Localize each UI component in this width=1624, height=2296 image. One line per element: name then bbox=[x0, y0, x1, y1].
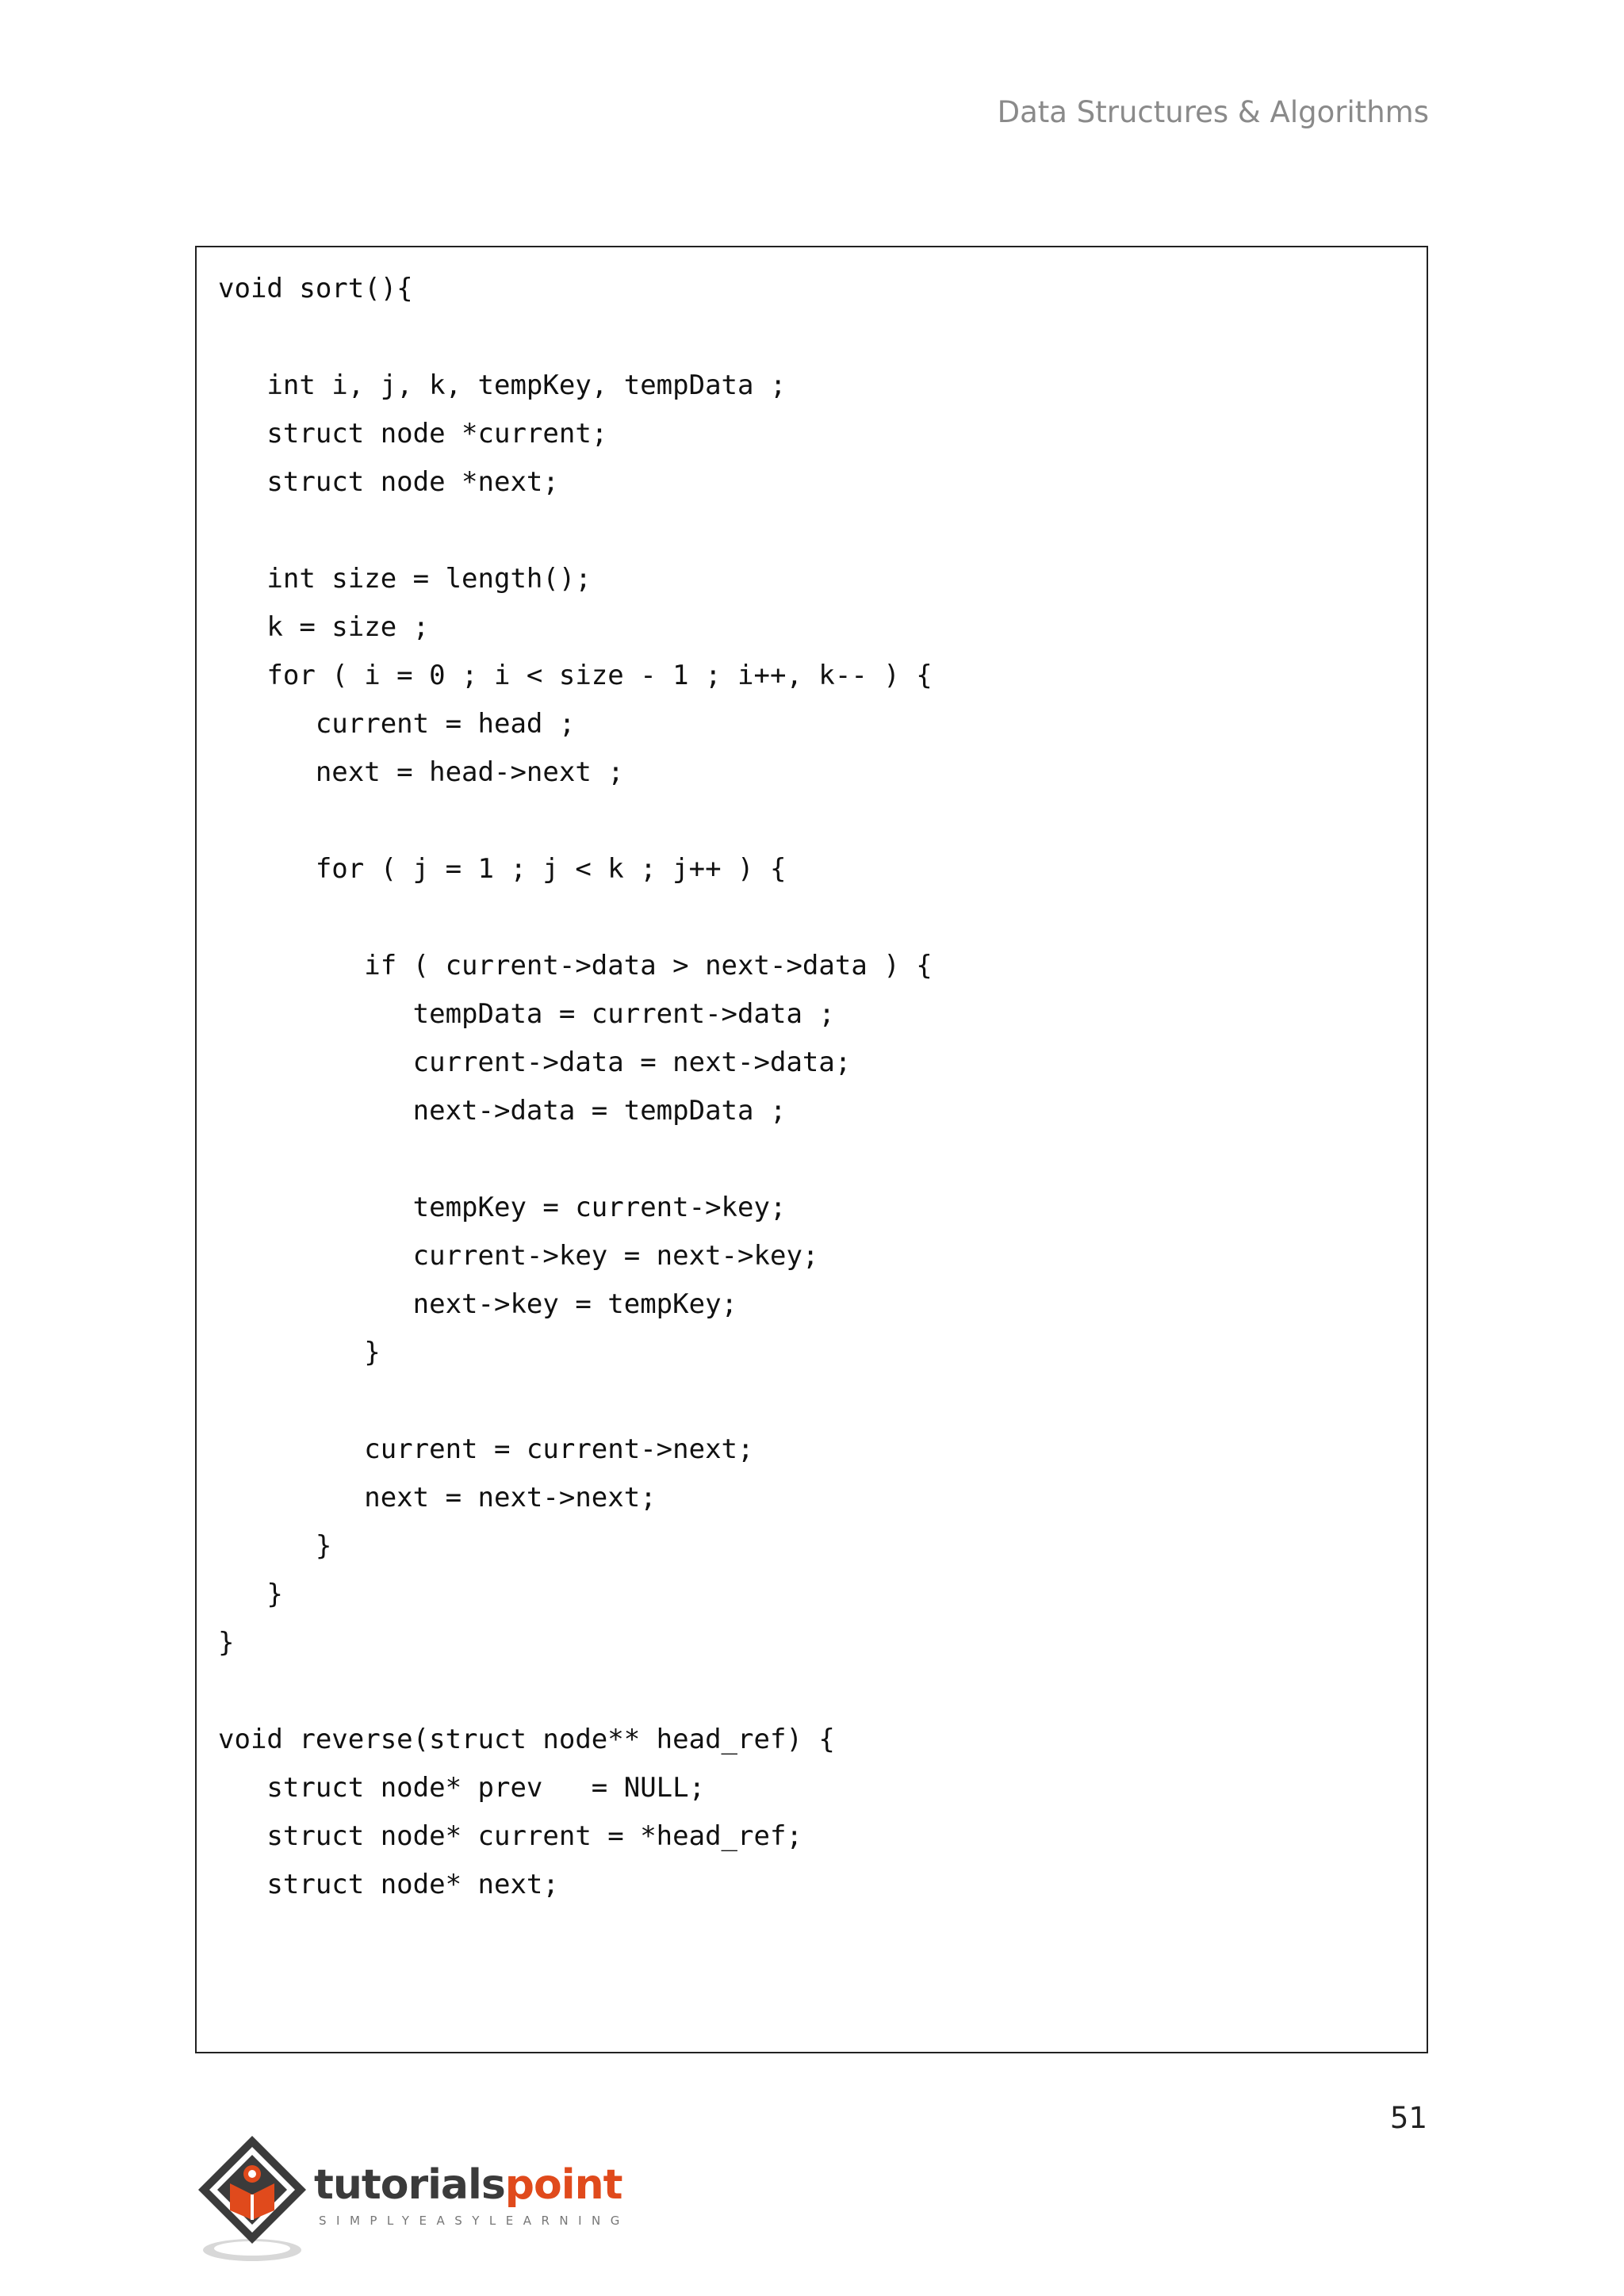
code-line: next->key = tempKey; bbox=[218, 1288, 738, 1320]
code-line: } bbox=[218, 1627, 235, 1659]
code-line: next = head->next ; bbox=[218, 756, 624, 788]
code-line: struct node *current; bbox=[218, 418, 608, 450]
code-line: for ( j = 1 ; j < k ; j++ ) { bbox=[218, 853, 787, 885]
code-line: next->data = tempData ; bbox=[218, 1095, 787, 1127]
code-line: struct node *next; bbox=[218, 466, 559, 498]
code-line: tempData = current->data ; bbox=[218, 998, 835, 1030]
code-line bbox=[218, 313, 933, 362]
code-line bbox=[218, 1135, 933, 1184]
code-line: for ( i = 0 ; i < size - 1 ; i++, k-- ) { bbox=[218, 660, 933, 691]
code-line: current->key = next->key; bbox=[218, 1240, 819, 1272]
code-line: struct node* current = *head_ref; bbox=[218, 1820, 802, 1852]
code-line: int size = length(); bbox=[218, 563, 592, 595]
code-line: if ( current->data > next->data ) { bbox=[218, 950, 933, 982]
code-line bbox=[218, 507, 933, 555]
code-line bbox=[218, 1667, 933, 1716]
logo-word-point: point bbox=[504, 2161, 622, 2209]
code-block bbox=[195, 246, 1428, 2053]
logo-word-tutorials: tutorials bbox=[314, 2161, 505, 2209]
code-line: } bbox=[218, 1578, 283, 1610]
code-line: current = head ; bbox=[218, 708, 576, 740]
code-line: tempKey = current->key; bbox=[218, 1192, 787, 1223]
code-line bbox=[218, 797, 933, 845]
code-line bbox=[218, 1377, 933, 1425]
code-line: int i, j, k, tempKey, tempData ; bbox=[218, 369, 787, 401]
tutorialspoint-logo bbox=[195, 2131, 639, 2266]
code-line: void reverse(struct node** head_ref) { bbox=[218, 1724, 835, 1755]
code-line: current->data = next->data; bbox=[218, 1047, 852, 1078]
code-lines bbox=[218, 265, 933, 1909]
code-line: } bbox=[218, 1530, 332, 1562]
code-line: current = current->next; bbox=[218, 1433, 754, 1465]
page-number: 51 bbox=[1389, 2101, 1427, 2135]
code-line bbox=[218, 894, 933, 942]
logo-tagline: SIMPLYEASYLEARNING bbox=[319, 2214, 630, 2228]
code-line: void sort(){ bbox=[218, 273, 413, 304]
logo-wordmark bbox=[314, 2161, 622, 2209]
code-line: struct node* prev = NULL; bbox=[218, 1772, 706, 1804]
code-line: } bbox=[218, 1337, 381, 1368]
code-line: struct node* next; bbox=[218, 1869, 559, 1900]
code-line: k = size ; bbox=[218, 611, 430, 643]
code-line: next = next->next; bbox=[218, 1482, 657, 1513]
logo-diamond-icon bbox=[195, 2131, 314, 2266]
page-header-title: Data Structures & Algorithms bbox=[997, 95, 1429, 129]
